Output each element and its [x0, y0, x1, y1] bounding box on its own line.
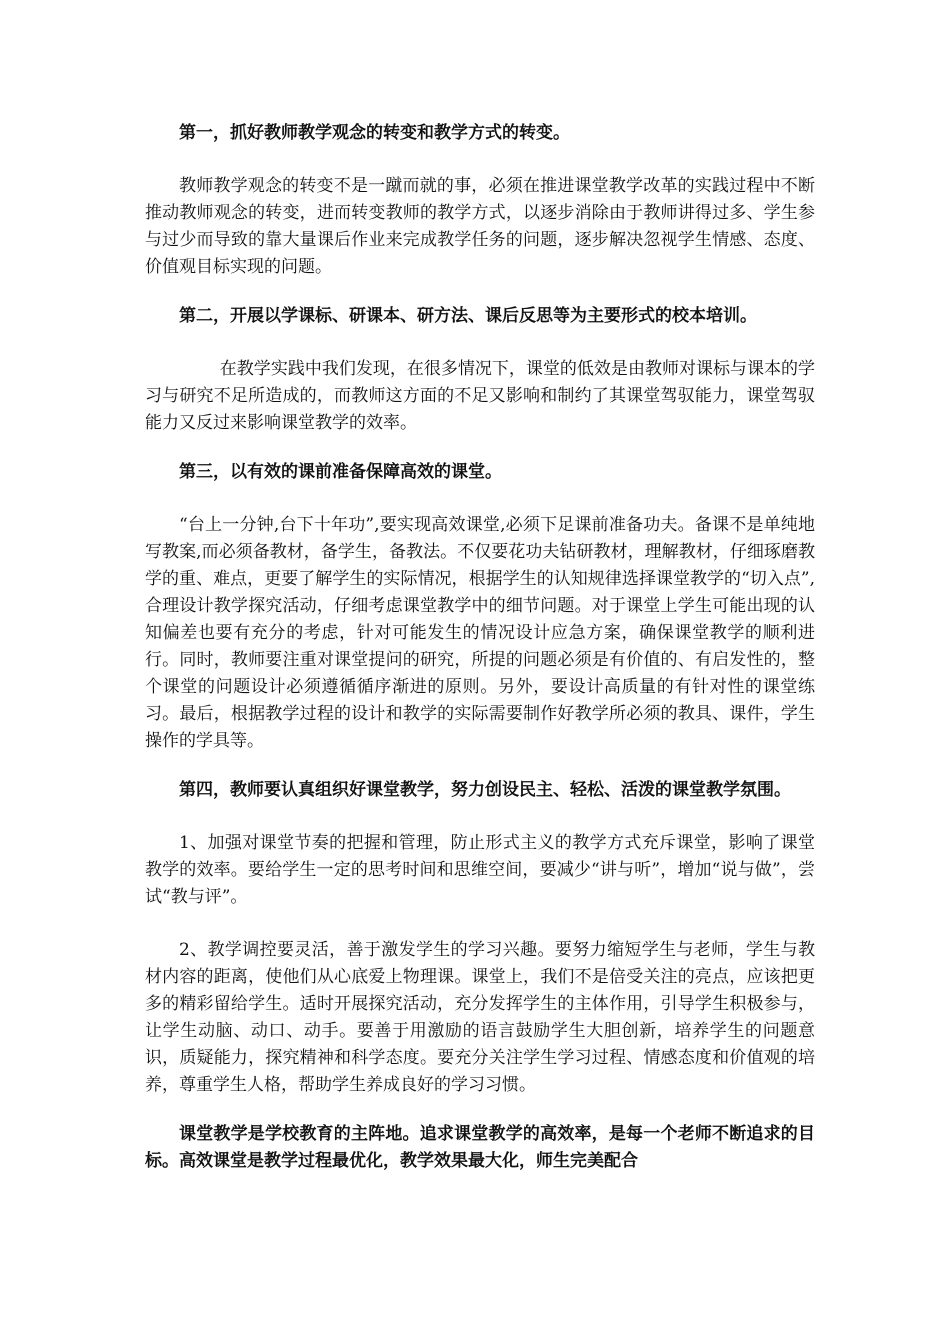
- section-heading-2: 第二，开展以学课标、研课本、研方法、课后反思等为主要形式的校本培训。: [179, 306, 757, 326]
- paragraph-3: “台上一分钟,台下十年功”,要实现高效课堂,必须下足课前准备功夫。备课不是单纯地写教案,而必须备教材，备学生，备教法。不仅要花功夫钻研教材，理解教材，仔细琢磨教学的重、难点，更要了解学生的实际情况，根据学生的认知规律选择课堂教学的“切入点”,合理设计教学探究活动，仔细考虑课堂教学中的细节问题。对于课堂上学生可能出现的认知偏差也要有充分的考虑，针对可能发生的情况设计应急方案，确保课堂教学的顺利进行。同时，教师要注重对课堂提问的研究，所提的问题必须是有价值的、有启发性的，整个课堂的问题设计必须遵循循序渐进的原则。另外，要设计高质量的有针对性的课堂练习。最后，根据教学过程的设计和教学的实际需要制作好教学所必须的教具、课件，学生操作的学具等。: [145, 515, 815, 751]
- paragraph-4-item-1: 1、加强对课堂节奏的把握和管理，防止形式主义的教学方式充斥课堂，影响了课堂教学的效率。要给学生一定的思考时间和思维空间，要减少“讲与听”，增加“说与做”，尝试“教与评”。: [145, 833, 815, 907]
- document-body: [145, 120, 815, 1175]
- closing-statement: 课堂教学是学校教育的主阵地。追求课堂教学的高效率，是每一个老师不断追求的目标。高效课堂是教学过程最优化，教学效果最大化，师生完美配合: [145, 1124, 815, 1171]
- section-heading-3: 第三，以有效的课前准备保障高效的课堂。: [179, 462, 502, 482]
- paragraph-4-item-2: 2、教学调控要灵活，善于激发学生的学习兴趣。要努力缩短学生与老师，学生与教材内容的距离，使他们从心底爱上物理课。课堂上，我们不是倍受关注的亮点，应该把更多的精彩留给学生。适时开展探究活动，充分发挥学生的主体作用，引导学生积极参与，让学生动脑、动口、动手。要善于用激励的语言鼓励学生大胆创新，培养学生的问题意识，质疑能力，探究精神和科学态度。要充分关注学生学习过程、情感态度和价值观的培养，尊重学生人格，帮助学生养成良好的学习习惯。: [145, 940, 815, 1095]
- section-heading-1: 第一，抓好教师教学观念的转变和教学方式的转变。: [179, 123, 570, 143]
- paragraph-1: 教师教学观念的转变不是一蹴而就的事，必须在推进课堂教学改革的实践过程中不断推动教师观念的转变，进而转变教师的教学方式，以逐步消除由于教师讲得过多、学生参与过少而导致的靠大量课后作业来完成教学任务的问题，逐步解决忽视学生情感、态度、价值观目标实现的问题。: [145, 176, 815, 277]
- paragraph-2: 在教学实践中我们发现，在很多情况下，课堂的低效是由教师对课标与课本的学习与研究不足所造成的，而教师这方面的不足又影响和制约了其课堂驾驭能力，课堂驾驭能力又反过来影响课堂教学的效率。: [145, 359, 815, 433]
- section-heading-4: 第四，教师要认真组织好课堂教学，努力创设民主、轻松、活泼的课堂教学氛围。: [179, 780, 791, 800]
